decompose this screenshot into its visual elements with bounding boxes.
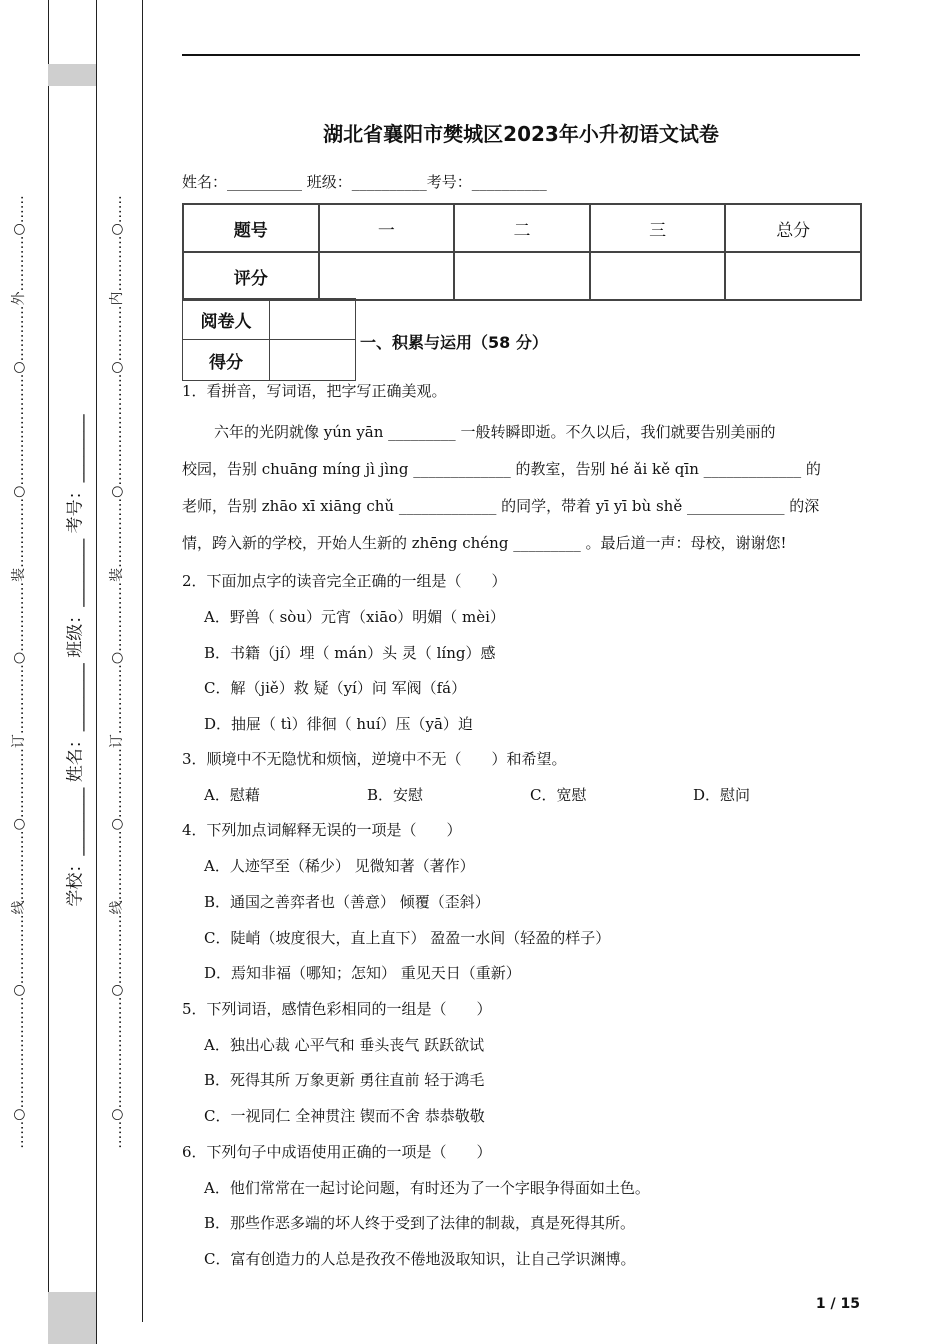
binding-outer-line xyxy=(48,0,49,1312)
question-1-line: 情，跨入新的学校，开始人生新的 zhēng chéng _________ 。最后道一声：母校，谢谢您! xyxy=(182,534,787,552)
question-4-option: A．人迹罕至（稀少） 见微知著（著作） xyxy=(204,857,475,876)
binding-middle-line xyxy=(96,0,97,1344)
score-table xyxy=(182,203,862,301)
score-header-cell: 三 xyxy=(590,204,726,252)
page-number: 1 / 15 xyxy=(815,1296,860,1312)
score-table-header-row xyxy=(183,204,861,252)
score-cell-blank[interactable] xyxy=(319,252,455,300)
binding-inner-line xyxy=(142,0,143,1322)
question-1-line: 老师，告别 zhāo xī xiāng chǔ _____________ 的同学，带着 yī yī bù shě _____________ 的深 xyxy=(182,497,820,515)
score-label: 得分 xyxy=(183,340,270,381)
question-2-option: A．野兽（ sòu）元宵（xiāo）明媚（ mèi） xyxy=(204,608,505,626)
score-row-label: 评分 xyxy=(183,252,319,300)
exam-title: 湖北省襄阳市樊城区2023年小升初语文试卷 xyxy=(323,122,719,146)
question-1-line: 校园，告别 chuāng míng jì jìng _____________ 的教室，告别 hé ǎi kě qīn _____________ 的 xyxy=(182,460,821,478)
question-6-option: A．他们常常在一起讨论问题，有时还为了一个字眼争得面如土色。 xyxy=(204,1178,650,1197)
student-info-text: 学校：________ 姓名：________ 班级：________ 考号：________ xyxy=(65,413,86,907)
question-1-line: 六年的光阴就像 yún yān _________ 一般转瞬即逝。不久以后，我们就要告别美丽的 xyxy=(214,423,776,441)
inner-cut-line xyxy=(100,0,132,1344)
score-header-cell: 总分 xyxy=(725,204,861,252)
binding-gray-band-bottom xyxy=(48,1292,96,1344)
question-3-option: A．慰藉 xyxy=(204,786,260,805)
question-3-option: C．宽慰 xyxy=(530,786,587,805)
question-content xyxy=(182,378,860,1281)
question-6-stem: 6．下列句子中成语使用正确的一项是（ ） xyxy=(182,1142,492,1161)
score-table-score-row xyxy=(183,252,861,300)
question-6-option: C．富有创造力的人总是孜孜不倦地汲取知识，让自己学识渊博。 xyxy=(204,1249,636,1268)
grader-table xyxy=(182,298,356,381)
grader-row xyxy=(183,299,356,340)
score-header-cell: 一 xyxy=(319,204,455,252)
question-4-option: B．通国之善弈者也（善意） 倾覆（歪斜） xyxy=(204,892,490,911)
header-rule xyxy=(182,54,860,56)
reviewer-label: 阅卷人 xyxy=(183,299,270,340)
question-3-stem: 3．顺境中不无隐忧和烦恼，逆境中不无（ ）和希望。 xyxy=(182,750,567,769)
question-5-option: B．死得其所 万象更新 勇往直前 轻于鸿毛 xyxy=(204,1071,485,1090)
question-2-option: C．解（jiě）救 疑（yí）问 军阀（fá） xyxy=(204,679,467,698)
score-cell-blank[interactable] xyxy=(725,252,861,300)
question-5-option: A．独出心裁 心平气和 垂头丧气 跃跃欲试 xyxy=(204,1035,485,1054)
score-header-cell: 题号 xyxy=(183,204,319,252)
question-4-option: D．焉知非福（哪知；怎知） 重见天日（重新） xyxy=(204,964,521,983)
name-class-id-line: 姓名：__________ 班级：__________考号：__________ xyxy=(182,173,547,191)
grader-row xyxy=(183,340,356,381)
inner-cut-line-text: ……○……………………○……………线……………○……………订……………○……………装……………○……………………○…………内…………○…… xyxy=(109,195,126,1149)
question-3-options xyxy=(182,782,860,817)
question-1-stem: 1．看拼音，写词语，把字写正确美观。 xyxy=(182,382,447,400)
student-info-column xyxy=(52,360,94,960)
question-6-option: B．那些作恶多端的坏人终于受到了法律的制裁，真是死得其所。 xyxy=(204,1214,636,1233)
outer-cut-line xyxy=(2,0,34,1344)
outer-cut-line-text: ……○……………………○……………线……………○……………订……………○……………装……………○……………………○…………外…………○…… xyxy=(11,195,28,1149)
question-5-stem: 5．下列词语，感情色彩相同的一组是（ ） xyxy=(182,999,492,1018)
question-4-option: C．陡峭（坡度很大，直上直下） 盈盈一水间（轻盈的样子） xyxy=(204,928,611,947)
question-4-stem: 4．下列加点词解释无误的一项是（ ） xyxy=(182,821,462,840)
question-2-option: B．书籍（jí）埋（ mán）头 灵（ líng）感 xyxy=(204,643,496,662)
question-3-option: D．慰问 xyxy=(693,786,751,805)
question-2-option: D．抽屉（ tì）徘徊（ huí）压（yā）迫 xyxy=(204,714,473,733)
question-2-stem: 2．下面加点字的读音完全正确的一组是（ ） xyxy=(182,572,507,590)
score-cell-blank[interactable] xyxy=(590,252,726,300)
question-3-option: B．安慰 xyxy=(367,786,424,805)
score-cell-blank[interactable] xyxy=(454,252,590,300)
score-header-cell: 二 xyxy=(454,204,590,252)
section-heading: 一、积累与运用（58 分） xyxy=(360,333,548,352)
binding-gray-band-top xyxy=(48,64,96,86)
score-blank[interactable] xyxy=(270,340,356,381)
question-5-option: C．一视同仁 全神贯注 锲而不舍 恭恭敬敬 xyxy=(204,1106,485,1125)
reviewer-blank[interactable] xyxy=(270,299,356,340)
